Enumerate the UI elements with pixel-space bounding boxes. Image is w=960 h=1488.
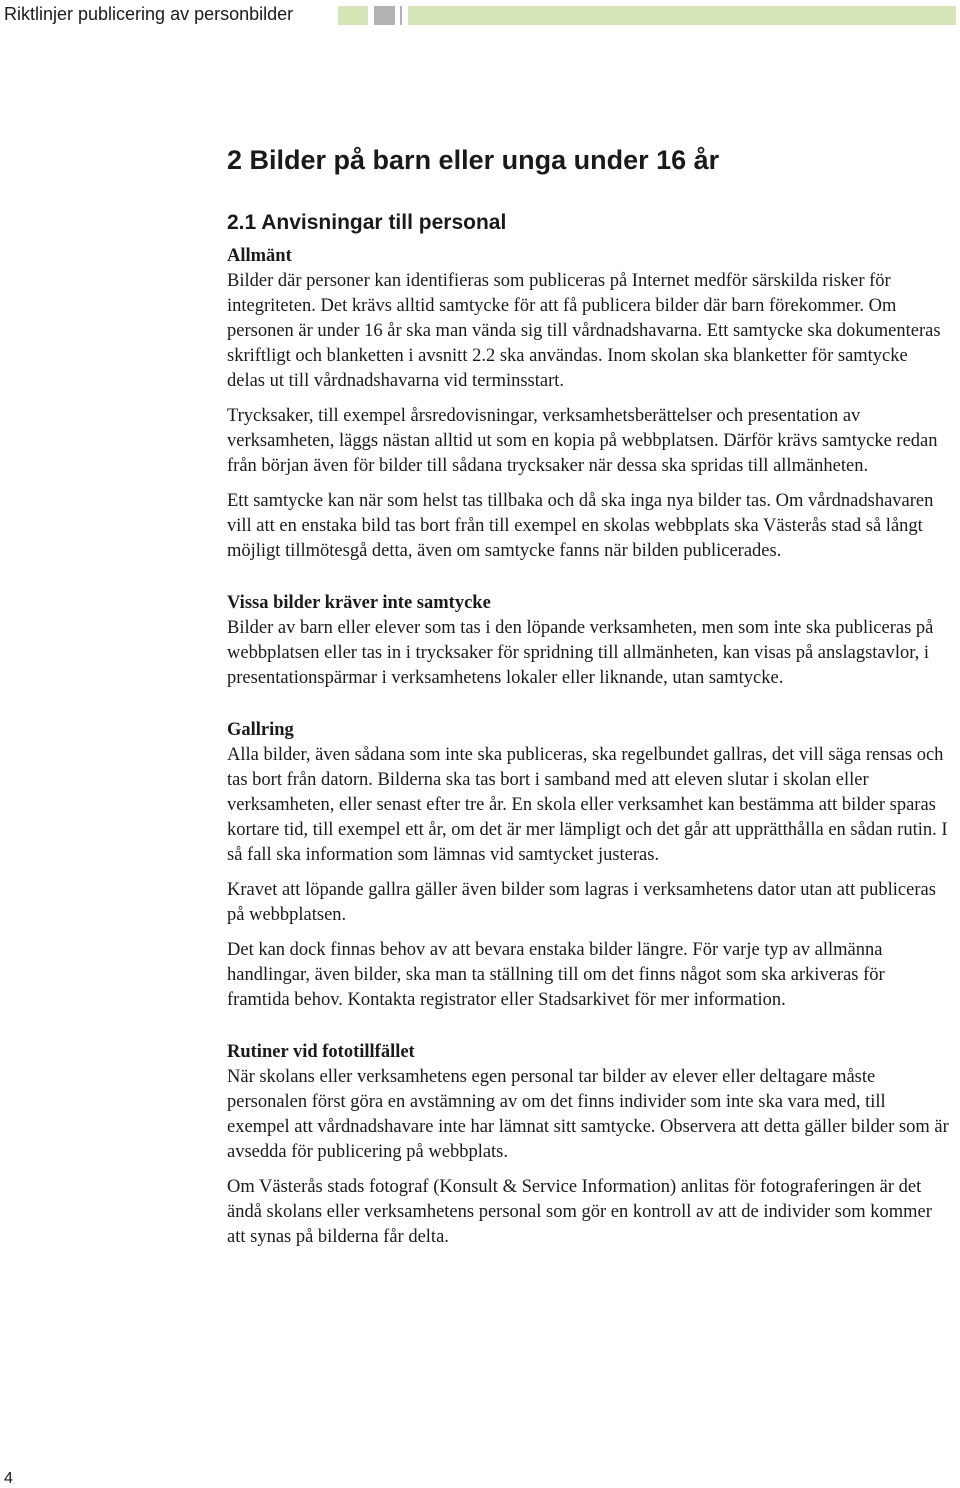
header-decor-square <box>400 6 402 25</box>
paragraph: Bilder av barn eller elever som tas i den löpande verksamheten, men som inte ska publiceras på webbplatsen eller tas in i trycksaker för spridning till allmänheten, kan visas på anslagstavlor, i presentationspärmar i verksamhetens lokaler eller liknande, utan samtycke. <box>227 618 934 688</box>
section-allmant <box>227 244 949 564</box>
section-title: 2.1 Anvisningar till personal <box>227 211 507 234</box>
chapter-title: 2 Bilder på barn eller unga under 16 år <box>227 145 720 175</box>
page-number: 4 <box>4 1470 13 1487</box>
paragraph: Ett samtycke kan när som helst tas tillbaka och då ska inga nya bilder tas. Om vårdnadshavaren vill att en enstaka bild tas bort från till exempel en skolas webbplats ska Västerås stad så långt möjligt tillmötesgå detta, även om samtycke fanns när bilden publicerades. <box>227 491 934 561</box>
subheading-allmant: Allmänt <box>227 246 292 266</box>
subheading-gallring: Gallring <box>227 720 294 740</box>
header-decor-bar <box>408 6 956 25</box>
header-decor-bar <box>338 6 368 25</box>
section-gallring <box>227 718 949 1013</box>
section-vissa-bilder <box>227 591 949 691</box>
paragraph: Kravet att löpande gallra gäller även bilder som lagras i verksamhetens dator utan att publiceras på webbplatsen. <box>227 880 936 925</box>
header-decor-square <box>374 6 395 25</box>
page-header <box>0 0 960 30</box>
document-body <box>227 140 949 1260</box>
paragraph: Trycksaker, till exempel årsredovisningar, verksamhetsberättelser och presentation av verksamheten, läggs nästan alltid ut som en kopia på webbplatsen. Därför krävs samtycke redan från början även för bilder till sådana trycksaker när dessa ska spridas till allmänheten. <box>227 406 938 476</box>
paragraph: Om Västerås stads fotograf (Konsult & Service Information) anlitas för fotograferingen är det ändå skolans eller verksamhetens personal som gör en kontroll av att de individer som kommer att synas på bilderna får delta. <box>227 1177 932 1247</box>
paragraph: Bilder där personer kan identifieras som publiceras på Internet medför särskilda risker för integriteten. Det krävs alltid samtycke för att få publicera bilder där barn förekommer. Om personen är under 16 år ska man vända sig till vårdnadshavarna. Ett samtycke ska dokumenteras skriftligt och blanketten i avsnitt 2.2 ska användas. Inom skolan ska blanketter för samtycke delas ut till vårdnadshavarna vid terminsstart. <box>227 271 941 391</box>
subheading-vissa-bilder: Vissa bilder kräver inte samtycke <box>227 593 491 613</box>
paragraph: Alla bilder, även sådana som inte ska publiceras, ska regelbundet gallras, det vill säga rensas och tas bort från datorn. Bilderna ska tas bort i samband med att eleven slutar i skolan eller verksamheten, eller senast efter tre år. En skola eller verksamhet kan bestämma att bilder sparas kortare tid, till exempel ett år, om det är mer lämpligt och det går att upprätthålla en sådan rutin. I så fall ska information som lämnas vid samtycket justeras. <box>227 745 948 865</box>
paragraph: När skolans eller verksamhetens egen personal tar bilder av elever eller deltagare måste personalen först göra en avstämning av om det finns individer som inte ska vara med, till exempel att vårdnadshavare inte har lämnat sitt samtycke. Observera att detta gäller bilder som är avsedda för publicering på webbplats. <box>227 1067 949 1162</box>
subheading-rutiner: Rutiner vid fototillfället <box>227 1042 415 1062</box>
section-rutiner <box>227 1040 949 1250</box>
running-header-title: Riktlinjer publicering av personbilder <box>4 4 294 24</box>
paragraph: Det kan dock finnas behov av att bevara enstaka bilder längre. För varje typ av allmänna handlingar, även bilder, ska man ta ställning till om det finns något som ska arkiveras för framtida behov. Kontakta registrator eller Stadsarkivet för mer information. <box>227 940 885 1010</box>
